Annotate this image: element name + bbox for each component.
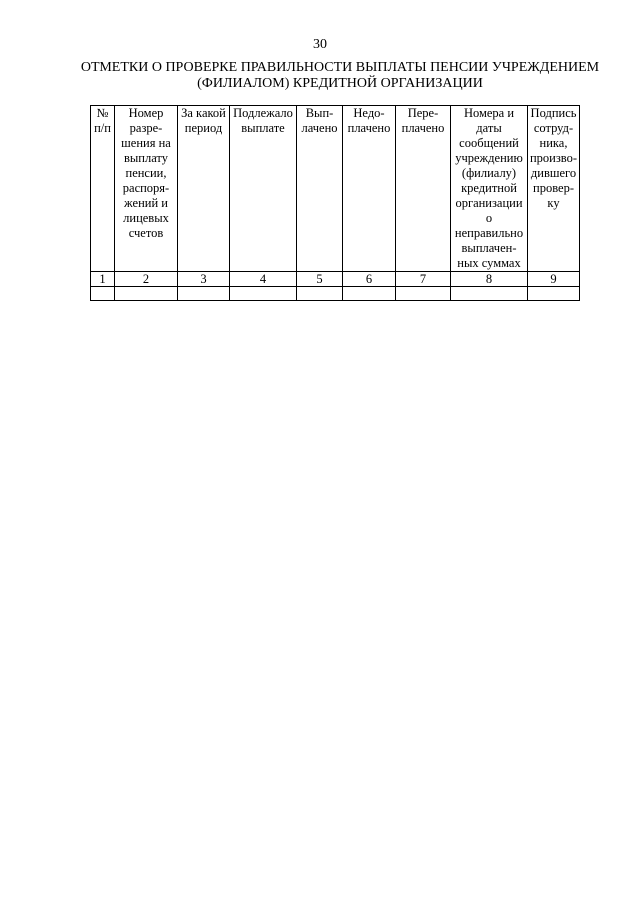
empty-cell [178,287,230,301]
header-cell-number: № п/п [91,106,115,272]
column-number: 3 [178,272,230,287]
header-cell-due: Подлежало выплате [230,106,297,272]
page-number: 30 [313,37,327,52]
column-number-row [91,272,580,287]
column-number: 1 [91,272,115,287]
empty-cell [230,287,297,301]
table-header-row [91,106,580,272]
column-number: 6 [343,272,396,287]
empty-cell [451,287,528,301]
header-cell-notices: Номера и даты сообщений учреждению (филиалу) кредитной организации о неправильно выплачен- ных суммах [451,106,528,272]
column-number: 2 [115,272,178,287]
pension-check-table [90,105,580,301]
empty-cell [528,287,580,301]
header-cell-permit-number: Номер разре- шения на выплату пенсии, распоря- жений и лицевых счетов [115,106,178,272]
column-number: 8 [451,272,528,287]
header-cell-underpaid: Недо- плачено [343,106,396,272]
column-number: 5 [297,272,343,287]
header-cell-period: За какой период [178,106,230,272]
empty-data-row [91,287,580,301]
column-number: 4 [230,272,297,287]
column-number: 9 [528,272,580,287]
empty-cell [297,287,343,301]
title-line-1: ОТМЕТКИ О ПРОВЕРКЕ ПРАВИЛЬНОСТИ ВЫПЛАТЫ ПЕНСИИ УЧРЕЖДЕНИЕМ [80,60,600,75]
header-cell-paid: Вып- лачено [297,106,343,272]
column-number: 7 [396,272,451,287]
empty-cell [91,287,115,301]
empty-cell [343,287,396,301]
document-title [60,60,620,92]
title-line-2: (ФИЛИАЛОМ) КРЕДИТНОЙ ОРГАНИЗАЦИИ [197,76,483,91]
empty-cell [115,287,178,301]
header-cell-overpaid: Пере- плачено [396,106,451,272]
header-cell-signature: Подпись сотруд- ника, произво- дившего провер- ку [528,106,580,272]
empty-cell [396,287,451,301]
